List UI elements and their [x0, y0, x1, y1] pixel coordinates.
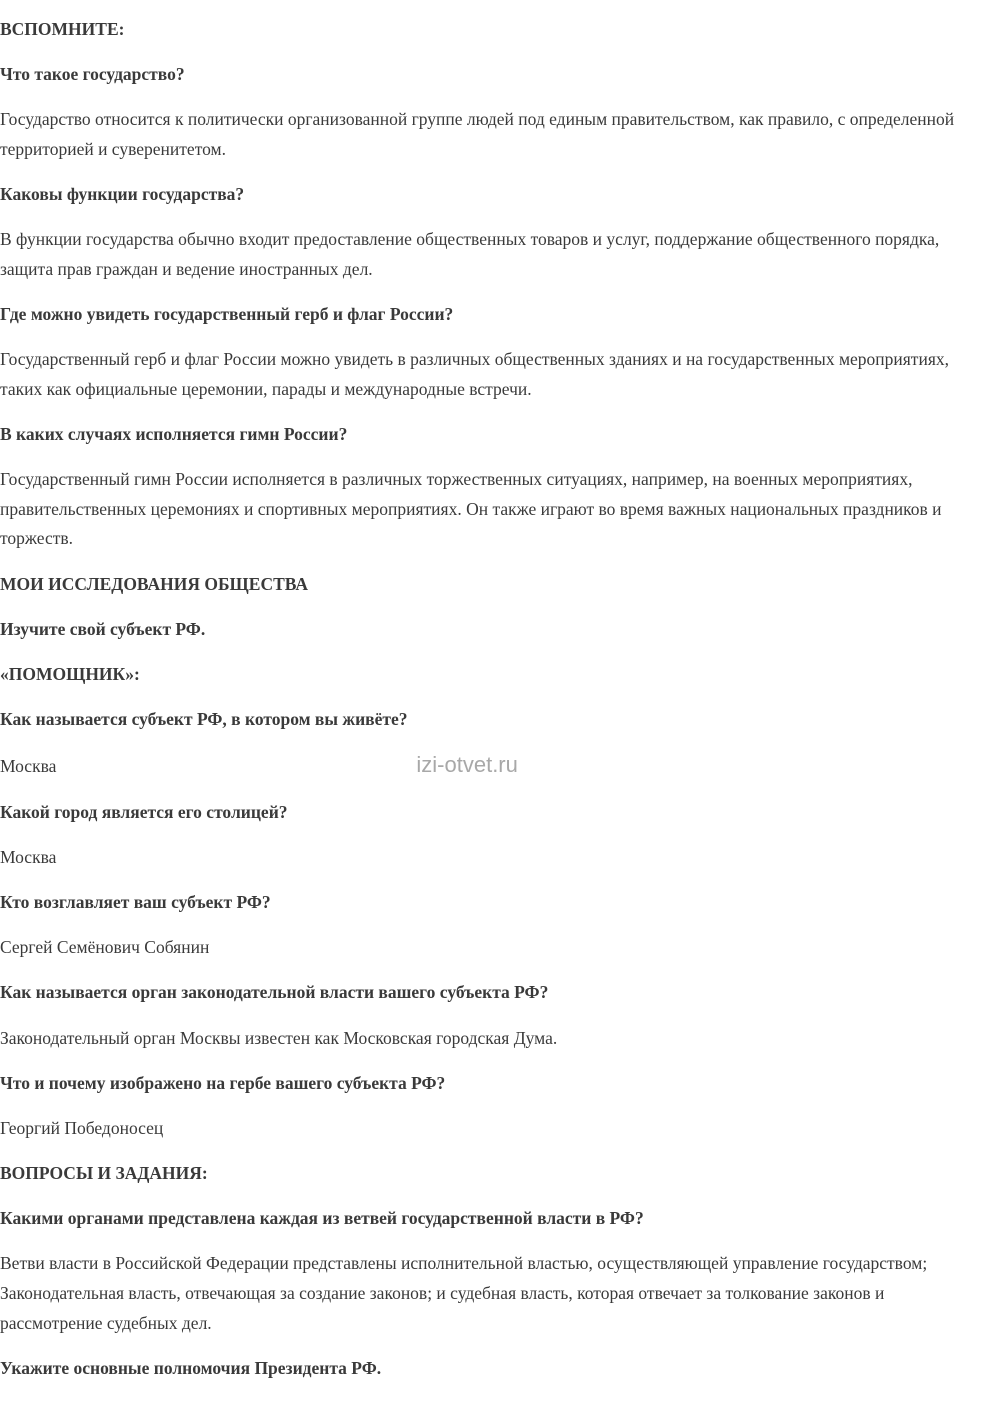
answer-paragraph [0, 1249, 975, 1338]
block-text: Москва [0, 846, 57, 867]
block-text: Изучите свой субъект РФ. [0, 618, 206, 639]
answer-paragraph [0, 345, 975, 404]
answer-paragraph [0, 843, 975, 873]
answer-paragraph [0, 1024, 975, 1054]
block-text: Где можно увидеть государственный герб и флаг России? [0, 304, 454, 325]
block-text: ВОПРОСЫ И ЗАДАНИЯ: [0, 1163, 208, 1184]
block-text: Георгий Победоносец [0, 1117, 164, 1138]
question-heading [0, 300, 975, 330]
block-text: Сергей Семёнович Собянин [0, 937, 210, 958]
block-text: Как называется орган законодательной власти вашего субъекта РФ? [0, 982, 549, 1003]
answer-paragraph [0, 1114, 975, 1144]
question-heading [0, 798, 975, 828]
question-heading [0, 1069, 975, 1099]
question-heading [0, 420, 975, 450]
document-body [0, 15, 975, 1399]
question-heading [0, 570, 975, 600]
question-heading [0, 180, 975, 210]
question-heading [0, 60, 975, 90]
block-text: Какими органами представлена каждая из ветвей государственной власти в РФ? [0, 1208, 644, 1229]
block-text: ВСПОМНИТЕ: [0, 19, 125, 39]
block-text: «ПОМОЩНИК»: [0, 664, 140, 685]
block-text: Укажите основные полномочия Президента РФ. [0, 1357, 382, 1378]
question-heading [0, 888, 975, 918]
question-heading [0, 15, 975, 45]
answer-paragraph [0, 933, 975, 963]
block-text: Что такое государство? [0, 64, 185, 85]
block-text: Как называется субъект РФ, в котором вы живёте? [0, 709, 408, 730]
block-text: Какой город является его столицей? [0, 801, 288, 822]
question-heading [0, 1159, 975, 1189]
block-text: Государственный герб и флаг России можно увидеть в различных общественных зданиях и на государственных мероприятиях, таких как официальные церемонии, парады и международные встречи. [0, 349, 949, 399]
question-heading [0, 1354, 975, 1384]
block-text: В функции государства обычно входит предоставление общественных товаров и услуг, поддержание общественного порядка, защита прав граждан и ведение иностранных дел. [0, 229, 940, 279]
answer-paragraph [0, 225, 975, 284]
answer-paragraph [0, 465, 975, 554]
block-text: Государственный гимн России исполняется в различных торжественных ситуациях, например, на военных мероприятиях, правительственных церемониях и спортивных мероприятиях. Он также играют во время важных национальных праздников и торжеств. [0, 469, 942, 549]
answer-paragraph [0, 750, 975, 782]
block-text: Что и почему изображено на гербе вашего субъекта РФ? [0, 1072, 446, 1093]
block-text: Законодательный орган Москвы известен как Московская городская Дума. [0, 1027, 558, 1048]
block-text: Москва [0, 756, 57, 777]
block-text: Ветви власти в Российской Федерации представлены исполнительной властью, осуществляющей управление государством; Законодательная власть, отвечающая за создание законов; и судебная власть, которая отвечает за толкование законов и рассмотрение судебных дел. [0, 1253, 928, 1333]
block-text: Государство относится к политически организованной группе людей под единым правительством, как правило, с определенной территорией и суверенитетом. [0, 109, 955, 159]
question-heading [0, 1204, 975, 1234]
block-text: В каких случаях исполняется гимн России? [0, 424, 348, 445]
question-heading [0, 978, 975, 1008]
question-heading [0, 615, 975, 645]
block-text: Кто возглавляет ваш субъект РФ? [0, 891, 271, 912]
block-text: МОИ ИССЛЕДОВАНИЯ ОБЩЕСТВА [0, 573, 308, 594]
answer-paragraph [0, 105, 975, 164]
question-heading [0, 660, 975, 690]
watermark: izi-otvet.ru [416, 752, 518, 778]
block-text: Каковы функции государства? [0, 184, 245, 205]
question-heading [0, 705, 975, 735]
